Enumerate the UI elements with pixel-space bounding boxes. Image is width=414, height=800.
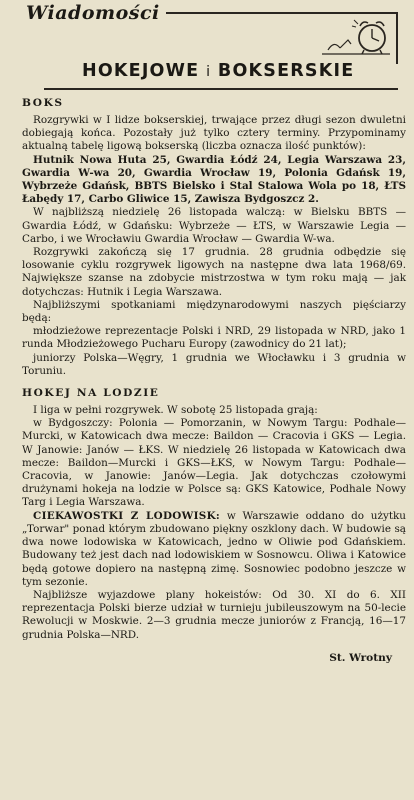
hokej-paragraph-4: Najbliższe wyjazdowe plany hokeistów: Od 30. XI do 6. XII reprezentacja Polski bierze udział w turnieju jubileuszowym na 50-lecie Rewolucji w Moskwie. 2—3 grudnia mecze juniorów z Francją, 16—17 grudnia Polska—NRD. bbox=[22, 588, 406, 641]
author-signature: St. Wrotny bbox=[329, 651, 392, 664]
hokej-paragraph-2: w Bydgoszczy: Polonia — Pomorzanin, w Nowym Targu: Podhale—Murcki, w Katowicach dwa mecze: Baildon — Cracovia i GKS — Legia. W Janowie: Janów — ŁKS. W niedzielę 26 listopada w Katowicach dwa mecze: Baildon—Murcki i GKS—ŁKS, w Nowym Targu: Podhale—Cracovia, w Janowie: Janów—Legia. Jak dotychczas czołowymi drużynami hokeja na lodzie w Polsce są: GKS Katowice, Podhale Nowy Targ i Legia Warszawa. bbox=[22, 417, 406, 509]
headline-main: HOKEJOWE bbox=[82, 61, 200, 81]
boks-paragraph-6: młodzieżowe reprezentacje Polski i NRD, 29 listopada w NRD, jako 1 runda Młodzieżowego Pucharu Europy (zawodnicy do 21 lat); bbox=[22, 325, 406, 351]
hokej-curiosities-label: CIEKAWOSTKI Z LODOWISK: bbox=[33, 509, 221, 522]
section-label: Wiadomości bbox=[22, 0, 166, 26]
hokej-paragraph-3 bbox=[22, 510, 406, 589]
hokej-paragraph-1: I liga w pełni rozgrywek. W sobotę 25 listopada grają: bbox=[33, 404, 318, 417]
boks-paragraph-7: juniorzy Polska—Węgry, 1 grudnia we Włocławku i 3 grudnia w Toruniu. bbox=[22, 351, 406, 377]
headline-conj: i bbox=[206, 64, 212, 80]
article-header bbox=[22, 0, 408, 96]
boks-paragraph-3: W najbliższą niedzielę 26 listopada walczą: w Bielsku BBTS — Gwardia Łódź, w Gdańsku: Wybrzeże — ŁTS, w Warszawie Legia — Carbo, i we Wrocławiu Gwardia Wrocław — Gwardia W-wa. bbox=[22, 206, 406, 245]
header-frame-bottom bbox=[44, 88, 398, 90]
subheading-boks: BOKS bbox=[22, 97, 64, 109]
alarm-clock-icon bbox=[318, 14, 394, 58]
subheading-hokej: HOKEJ NA LODZIE bbox=[22, 387, 160, 400]
article-body bbox=[22, 96, 406, 665]
header-frame-right bbox=[396, 12, 398, 64]
headline-second: BOKSERSKIE bbox=[217, 61, 355, 81]
boks-paragraph-1: Rozgrywki w I lidze bokserskiej, trwające przez długi sezon dwuletni dobiegają końca. Pozostały już tylko cztery terminy. Przypominamy aktualną tabelę ligową bokserską (liczba oznacza ilość punktów): bbox=[22, 114, 406, 153]
boks-paragraph-4: Rozgrywki zakończą się 17 grudnia. 28 grudnia odbędzie się losowanie cyklu rozgrywek ligowych na następne dwa lata 1968/69. Największe szanse na zdobycie mistrzostwa w tym roku mają — jak dotychczas: Hutnik i Legia Warszawa. bbox=[22, 246, 406, 298]
hokej-curiosities-text: w Warszawie oddano do użytku „Torwar" ponad którym zbudowano piękny oszklony dach. W budowie są dwa nowe lodowiska w Katowicach, jedno w Oliwie pod Gdańskiem. Budowany też jest dach nad lodowiskiem w Sosnowcu. Oliwa i Katowice będą gotowe dopiero na następną zimę. Sosnowiec podobno jeszcze w tym sezonie. bbox=[22, 509, 406, 588]
boks-league-table: Hutnik Nowa Huta 25, Gwardia Łódź 24, Legia Warszawa 23, Gwardia W-wa 20, Gwardia Wrocław 19, Polonia Gdańsk 19, Wybrzeże Gdańsk, BBTS Bielsko i Stal Stalowa Wola po 18, ŁTS Łabędy 17, Carbo Gliwice 15, Zawisza Bydgoszcz 2. bbox=[22, 153, 406, 206]
article-headline bbox=[82, 60, 354, 83]
boks-paragraph-5: Najbliższymi spotkaniami międzynarodowymi naszych pięściarzy będą: bbox=[22, 298, 406, 325]
